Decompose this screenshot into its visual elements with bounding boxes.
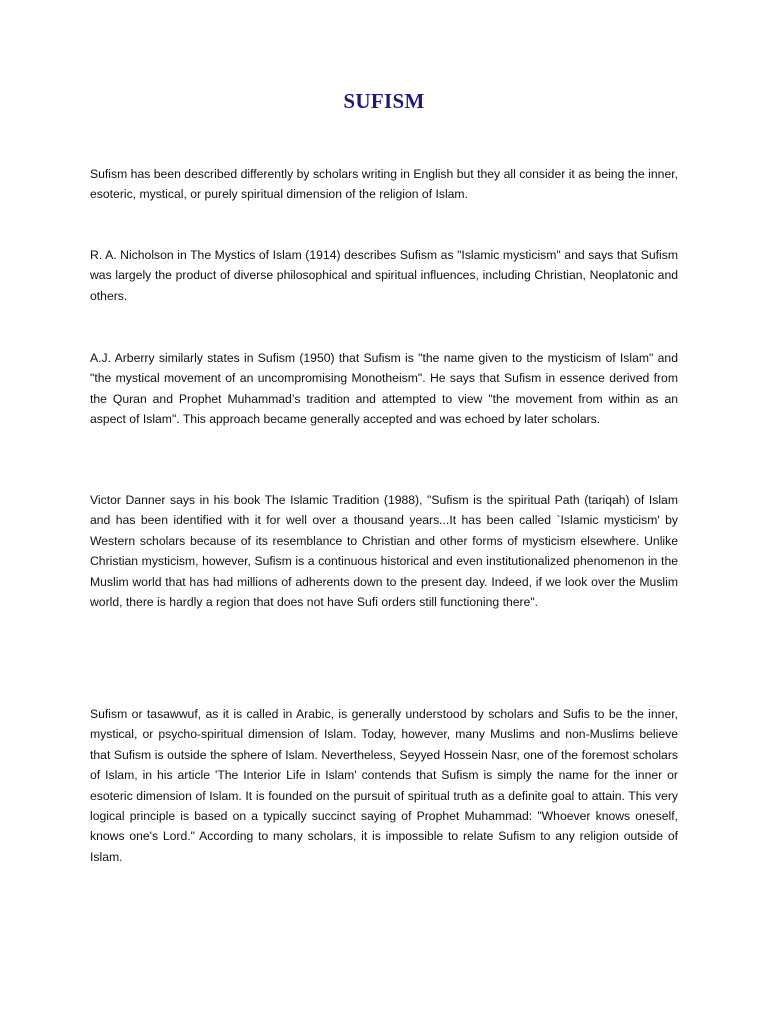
paragraph-nicholson: R. A. Nicholson in The Mystics of Islam (1914) describes Sufism as "Islamic mysticism" and says that Sufism was largely the product of diverse philosophical and spiritual influences, including Christian, Neoplatonic and others. bbox=[90, 248, 678, 303]
paragraph-intro: Sufism has been described differently by scholars writing in English but they all consider it as being the inner, esoteric, mystical, or purely spiritual dimension of the religion of Islam. bbox=[90, 167, 678, 202]
page-title: SUFISM bbox=[343, 89, 425, 113]
paragraph-danner: Victor Danner says in his book The Islamic Tradition (1988), "Sufism is the spiritual Path (tariqah) of Islam and has been identified with it for well over a thousand years...It has been called `Islamic mysticism' by Western scholars because of its resemblance to Christian and other forms of mysticism elsewhere. Unlike Christian mysticism, however, Sufism is a continuous historical and even institutionalized phenomenon in the Muslim world that has had millions of adherents down to the present day. Indeed, if we look over the Muslim world, there is hardly a region that does not have Sufi orders still functioning there". bbox=[90, 493, 678, 610]
paragraph-tasawwuf: Sufism or tasawwuf, as it is called in Arabic, is generally understood by scholars and Sufis to be the inner, mystical, or psycho-spiritual dimension of Islam. Today, however, many Muslims and non-Muslims believe that Sufism is outside the sphere of Islam. Nevertheless, Seyyed Hossein Nasr, one of the foremost scholars of Islam, in his article 'The Interior Life in Islam' contends that Sufism is simply the name for the inner or esoteric dimension of Islam. It is founded on the pursuit of spiritual truth as a definite goal to attain. This very logical principle is based on a typically succinct saying of Prophet Muhammad: "Whoever knows oneself, knows one's Lord." According to many scholars, it is impossible to relate Sufism to any religion outside of Islam. bbox=[90, 707, 678, 864]
paragraph-arberry: A.J. Arberry similarly states in Sufism (1950) that Sufism is "the name given to the mysticism of Islam" and "the mystical movement of an uncompromising Monotheism". He says that Sufism in essence derived from the Quran and Prophet Muhammad’s tradition and attempted to view "the movement from within as an aspect of Islam". This approach became generally accepted and was echoed by later scholars. bbox=[90, 351, 678, 427]
